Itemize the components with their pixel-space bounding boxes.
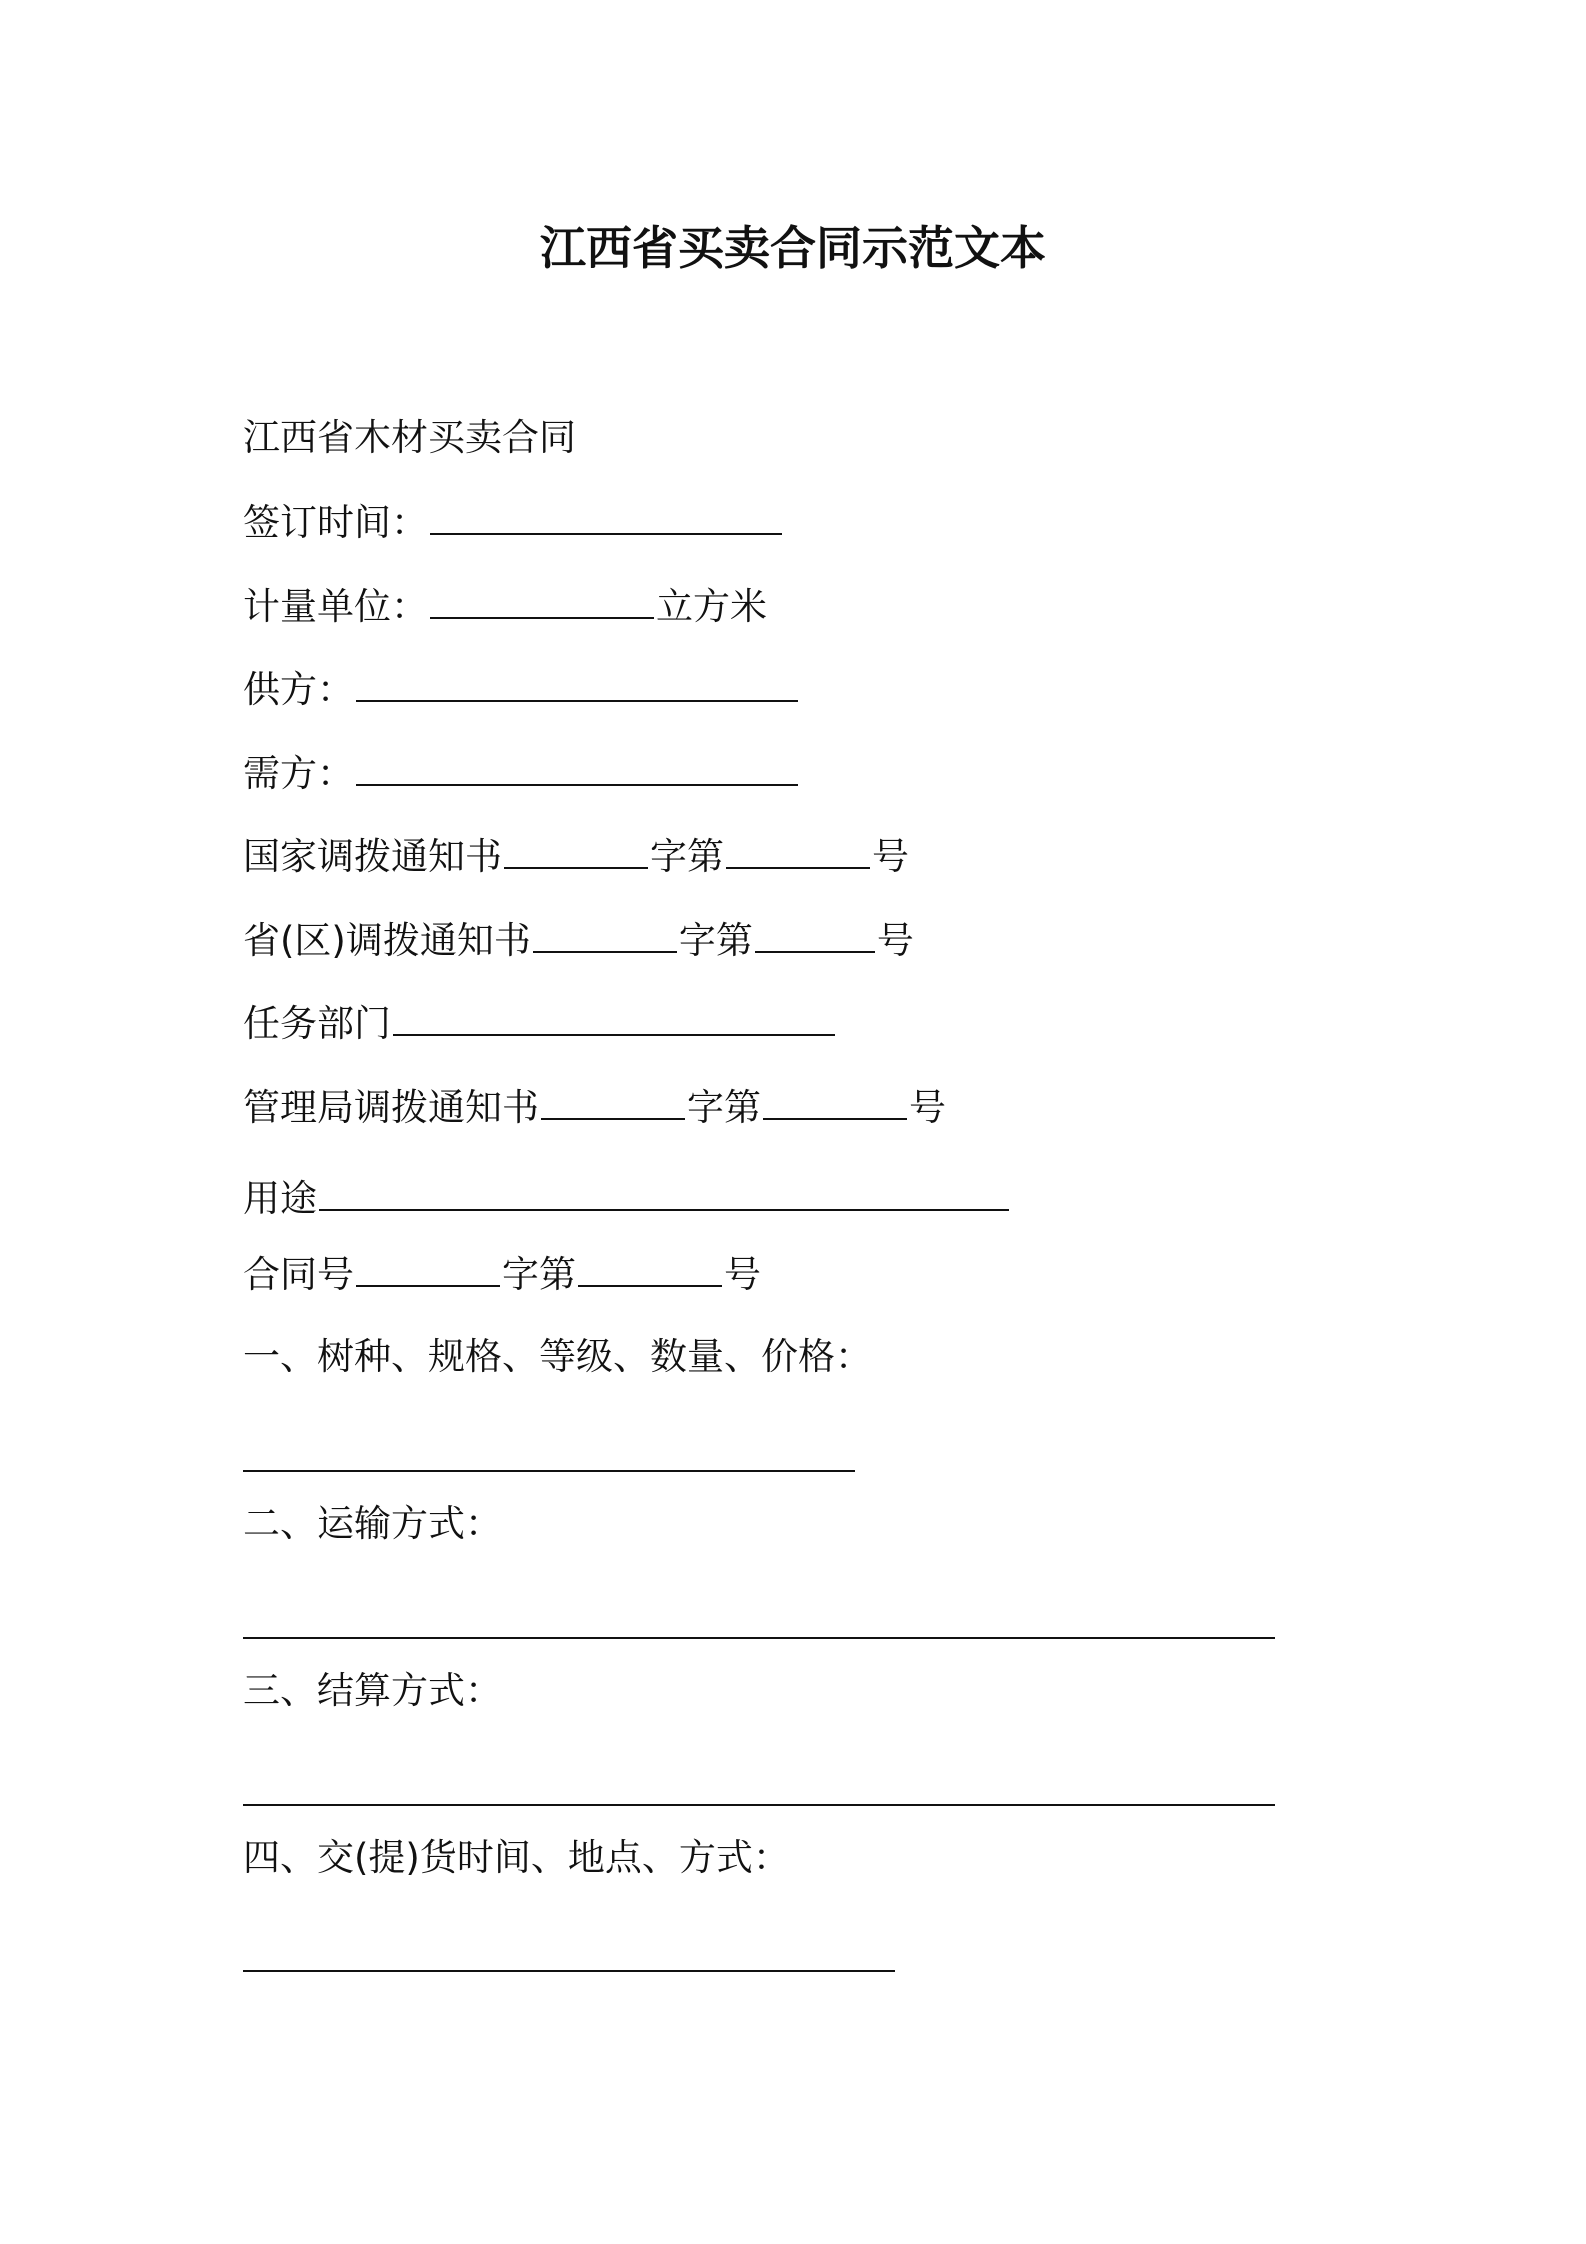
contract-no-row — [243, 1249, 761, 1300]
section-1-field[interactable] — [243, 1470, 855, 1472]
section-3-field[interactable] — [243, 1804, 1275, 1806]
bureau-notice-number-field[interactable] — [763, 1082, 907, 1120]
section-2-heading: 二、运输方式： — [243, 1502, 502, 1545]
unit-suffix: 立方米 — [656, 585, 767, 628]
unit-field[interactable] — [430, 581, 654, 619]
section-1-heading: 一、树种、规格、等级、数量、价格： — [243, 1335, 872, 1378]
hao-text: 号 — [724, 1253, 761, 1296]
sign-time-label: 签订时间： — [243, 501, 428, 544]
hao-text: 号 — [872, 835, 909, 878]
provincial-notice-number-field[interactable] — [755, 915, 875, 953]
national-notice-row — [243, 831, 909, 882]
hao-text: 号 — [909, 1086, 946, 1129]
zi-di-text: 字第 — [678, 919, 753, 962]
bureau-notice-prefix-field[interactable] — [541, 1082, 685, 1120]
usage-label: 用途 — [243, 1177, 317, 1220]
national-notice-prefix-field[interactable] — [504, 831, 648, 869]
contract-no-prefix-field[interactable] — [356, 1249, 500, 1287]
sign-time-field[interactable] — [430, 497, 782, 535]
section-4-heading: 四、交(提)货时间、地点、方式： — [243, 1836, 790, 1879]
national-notice-label: 国家调拨通知书 — [243, 835, 502, 878]
zi-di-text: 字第 — [687, 1086, 761, 1129]
task-dept-row — [243, 998, 837, 1049]
contract-no-label: 合同号 — [243, 1253, 354, 1296]
contract-subtitle: 江西省木材买卖合同 — [243, 416, 576, 459]
buyer-field[interactable] — [356, 748, 798, 786]
supplier-label: 供方： — [243, 668, 354, 711]
section-2-field[interactable] — [243, 1637, 1275, 1639]
national-notice-number-field[interactable] — [726, 831, 870, 869]
contract-no-number-field[interactable] — [578, 1249, 722, 1287]
provincial-notice-row — [243, 915, 914, 966]
supplier-row — [243, 664, 800, 715]
bureau-notice-label: 管理局调拨通知书 — [243, 1086, 539, 1129]
provincial-notice-prefix-field[interactable] — [533, 915, 677, 953]
section-4-field[interactable] — [243, 1970, 895, 1972]
task-dept-field[interactable] — [393, 998, 835, 1036]
provincial-notice-label: 省(区)调拨通知书 — [243, 919, 531, 962]
buyer-label: 需方： — [243, 752, 354, 795]
document-title: 江西省买卖合同示范文本 — [540, 221, 1046, 275]
usage-field[interactable] — [319, 1173, 1009, 1211]
task-dept-label: 任务部门 — [243, 1002, 391, 1045]
buyer-row — [243, 748, 800, 799]
sign-time-row — [243, 497, 784, 548]
bureau-notice-row — [243, 1082, 946, 1133]
usage-row — [243, 1173, 1011, 1224]
hao-text: 号 — [876, 919, 914, 962]
unit-row — [243, 581, 767, 632]
section-3-heading: 三、结算方式： — [243, 1669, 502, 1712]
unit-label: 计量单位： — [243, 585, 428, 628]
zi-di-text: 字第 — [650, 835, 724, 878]
supplier-field[interactable] — [356, 664, 798, 702]
zi-di-text: 字第 — [502, 1253, 576, 1296]
